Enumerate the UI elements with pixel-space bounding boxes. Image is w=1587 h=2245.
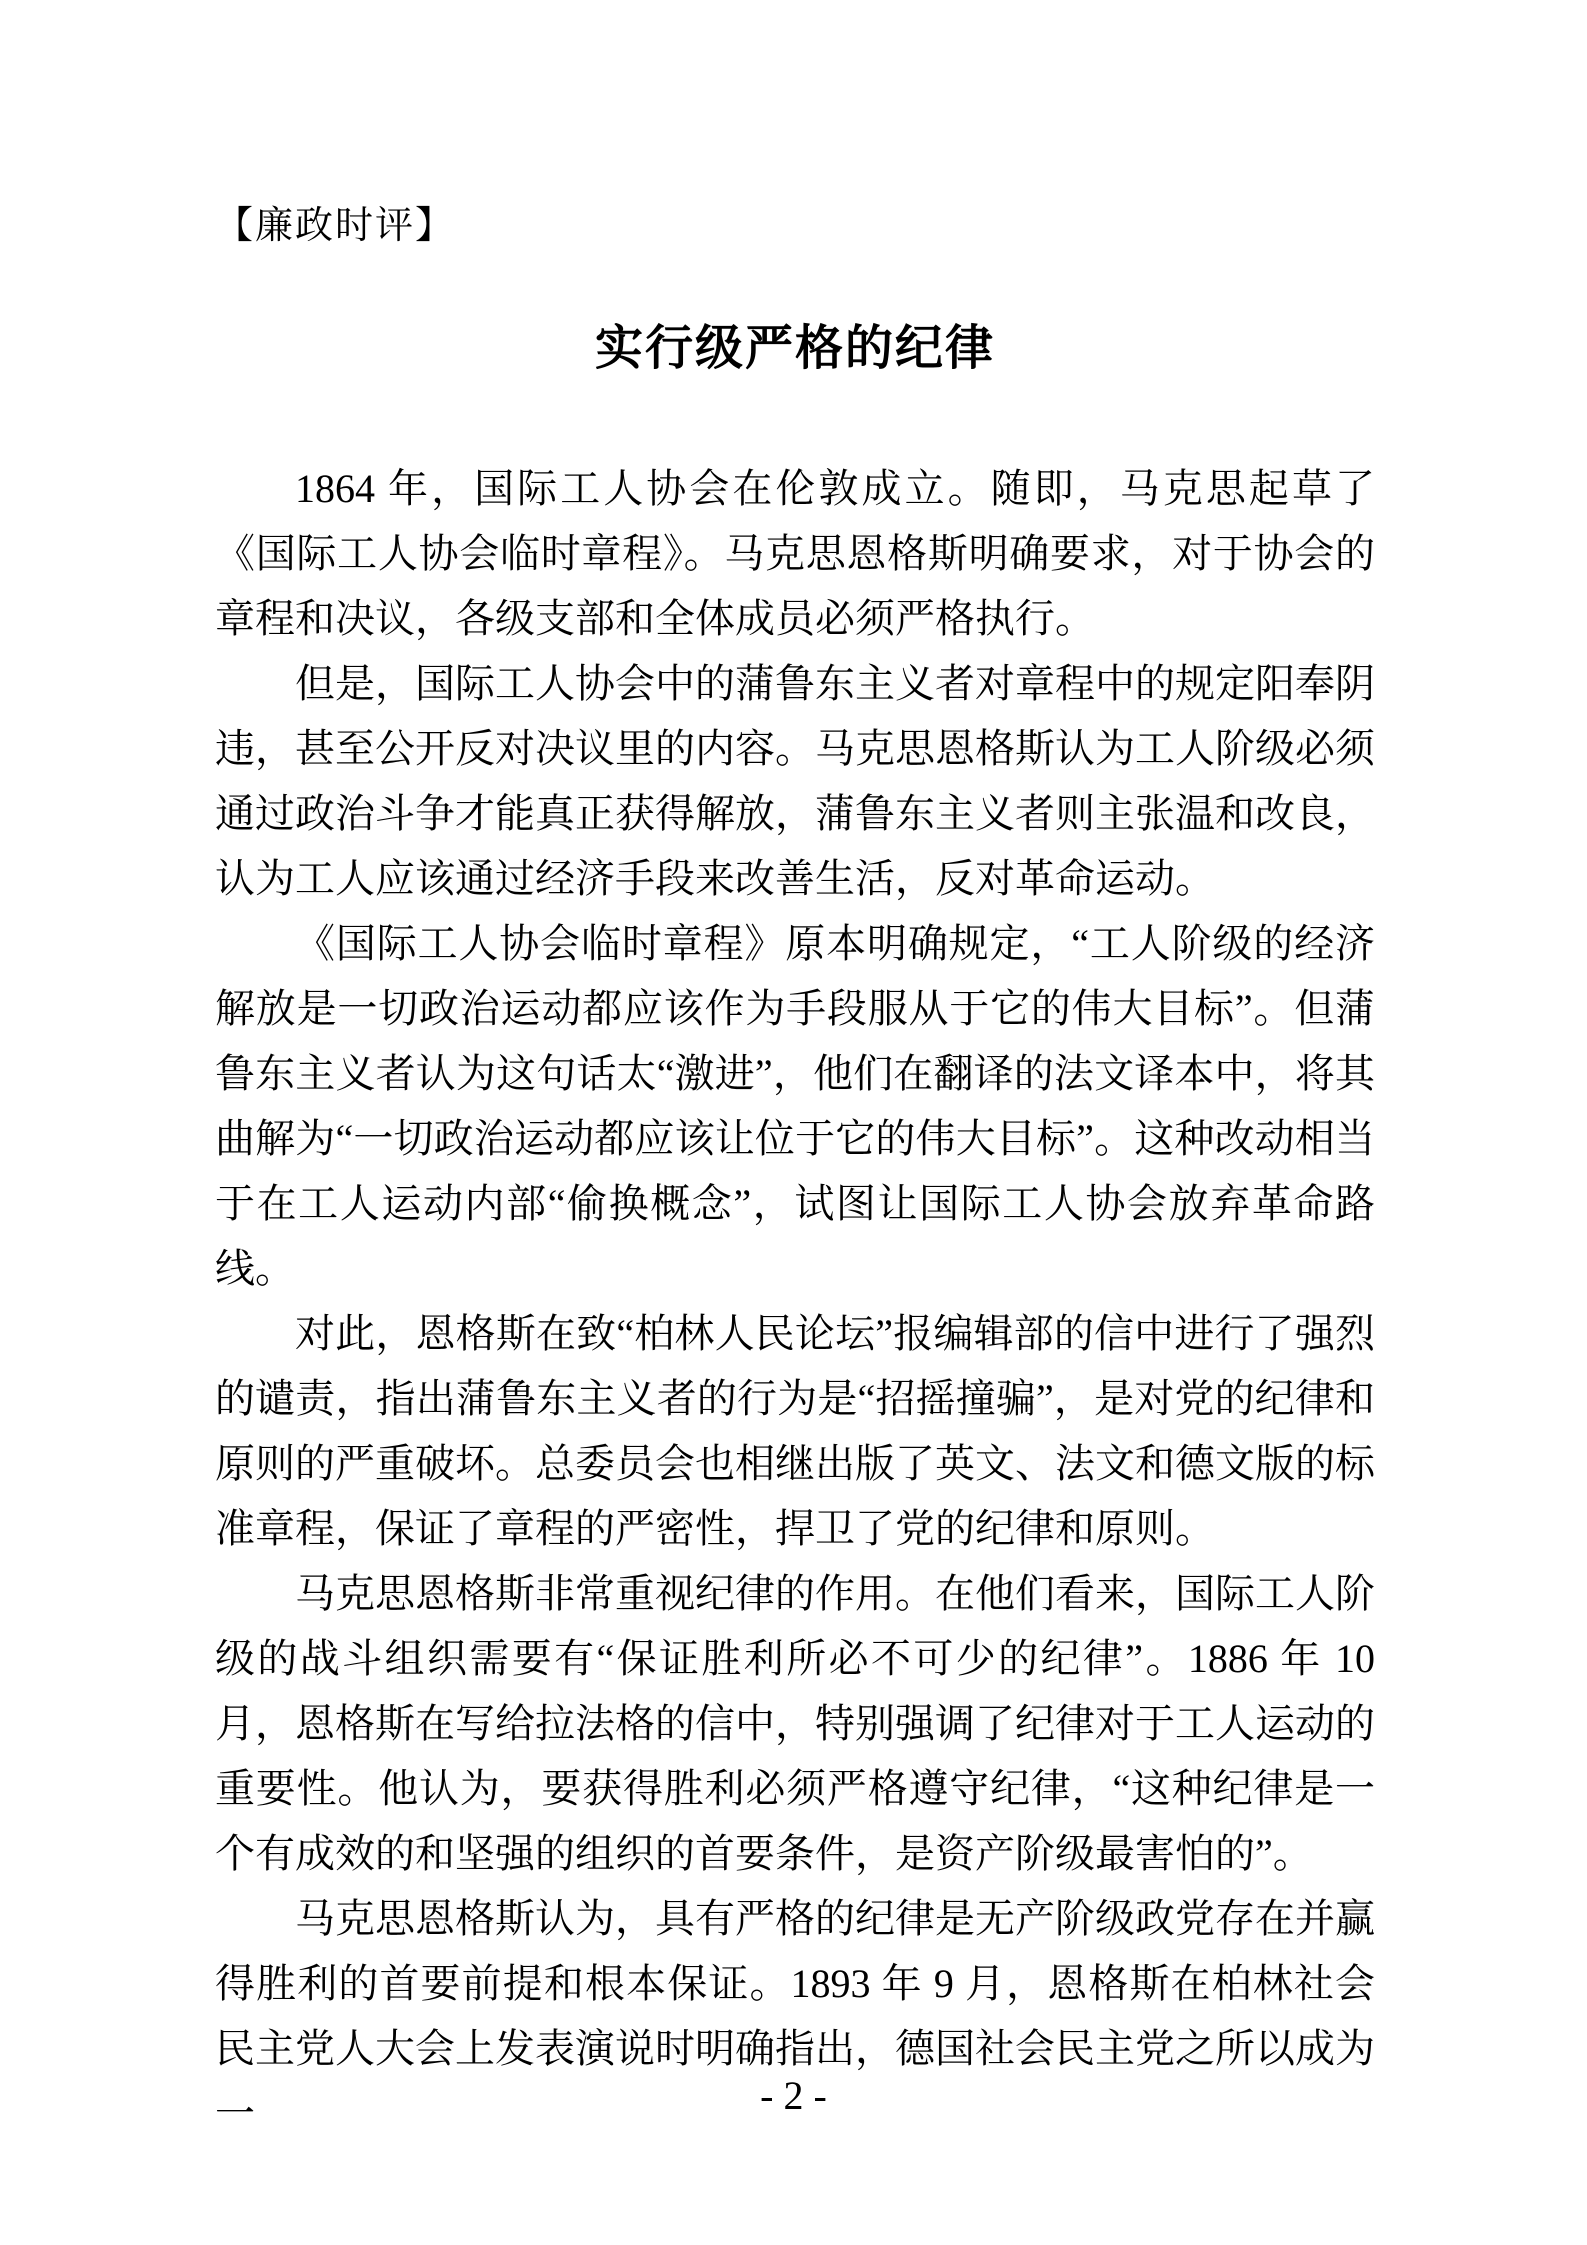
document-title: 实行级严格的纪律 (594, 322, 995, 375)
page-content (215, 200, 1375, 2146)
page-footer (0, 2072, 1587, 2120)
paragraph-1: 1864 年，国际工人协会在伦敦成立。随即，马克思起草了《国际工人协会临时章程》。马克思恩格斯明确要求，对于协会的章程和决议，各级支部和全体成员必须严格执行。 (215, 466, 1375, 641)
body-text (215, 456, 1375, 2146)
section-tag: 【廉政时评】 (215, 205, 456, 247)
paragraph-2: 但是，国际工人协会中的蒲鲁东主义者对章程中的规定阳奉阴违，甚至公开反对决议里的内容。马克思恩格斯认为工人阶级必须通过政治斗争才能真正获得解放，蒲鲁东主义者则主张温和改良，认为工人应该通过经济手段来改善生活，反对革命运动。 (215, 661, 1375, 901)
paragraph-5: 马克思恩格斯非常重视纪律的作用。在他们看来，国际工人阶级的战斗组织需要有“保证胜利所必不可少的纪律”。1886 年 10 月，恩格斯在写给拉法格的信中，特别强调了纪律对于工人运动的重要性。他认为，要获得胜利必须严格遵守纪律，“这种纪律是一个有成效的和坚强的组织的首要条件，是资产阶级最害怕的”。 (215, 1571, 1375, 1876)
page-number: - 2 - (760, 2073, 827, 2118)
paragraph-6: 马克思恩格斯认为，具有严格的纪律是无产阶级政党存在并赢得胜利的首要前提和根本保证。1893 年 9 月，恩格斯在柏林社会民主党人大会上发表演说时明确指出，德国社会民主党之所以成为一 (215, 1896, 1375, 2136)
paragraph-4: 对此，恩格斯在致“柏林人民论坛”报编辑部的信中进行了强烈的谴责，指出蒲鲁东主义者的行为是“招摇撞骗”，是对党的纪律和原则的严重破坏。总委员会也相继出版了英文、法文和德文版的标准章程，保证了章程的严密性，捍卫了党的纪律和原则。 (215, 1311, 1375, 1551)
paragraph-3: 《国际工人协会临时章程》原本明确规定，“工人阶级的经济解放是一切政治运动都应该作为手段服从于它的伟大目标”。但蒲鲁东主义者认为这句话太“激进”，他们在翻译的法文译本中，将其曲解为“一切政治运动都应该让位于它的伟大目标”。这种改动相当于在工人运动内部“偷换概念”，试图让国际工人协会放弃革命路线。 (215, 921, 1375, 1291)
